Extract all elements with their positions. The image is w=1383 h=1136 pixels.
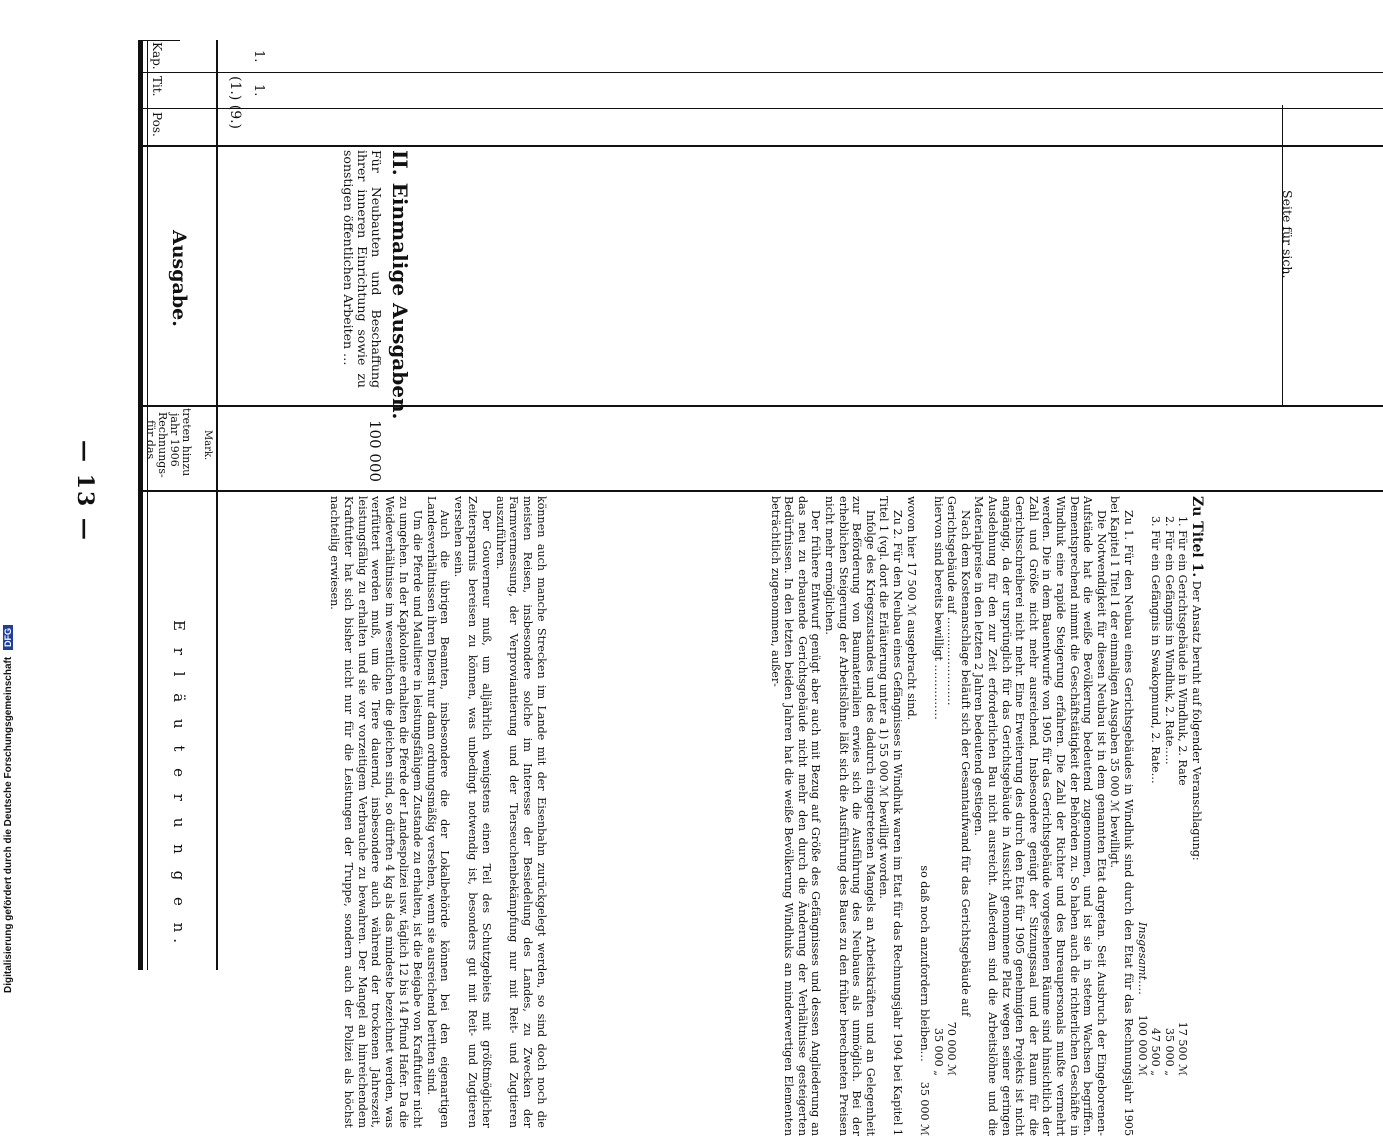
- explanation-para-6: Infolge des Kriegszustandes und des dadurch eingetretenen Mangels an Arbeitskräften und an Gelegenheit zur Beförderung von Baumaterialien erwies sich die Ausführung des Neubaues als unmöglich. Bei der erheblichen Steigerung der Arbeitslöhne läßt sich die Ausführung des Baues zu den früher berechneten Preisen nicht mehr ermöglichen.: [822, 496, 877, 1136]
- dfg-logo: DFG: [3, 625, 13, 650]
- explanation-total: Insgesamt…. 100 000 ℳ: [1135, 921, 1149, 1076]
- explanation-item-2: 2. Für ein Gefängnis in Windhuk, 2. Rate….. 35 000 „: [1162, 516, 1176, 1076]
- row-rule-pos: [143, 145, 1383, 147]
- section-heading: II. Einmalige Ausgaben.: [388, 150, 412, 420]
- row-rule-tit: [143, 108, 1383, 109]
- col-rule-kap: [143, 40, 180, 41]
- kap-tit-continuation: (1.) (9.): [227, 76, 243, 130]
- table-top-rule-thin: [147, 40, 148, 970]
- header-kap: Kap.: [150, 42, 164, 70]
- header-amount-4: treten hinzu: [180, 408, 193, 477]
- explanation-item-3: 3. Für ein Gefängnis in Swakopmund, 2. Rate… 47 500 „: [1149, 516, 1163, 1076]
- row-item-text: Für Neubauten und Beschaffung ihrer inneren Einrichtung sowie zu sonstigen öffentlichen Arbeiten …: [341, 150, 384, 388]
- explanation-calc-2: hiervon sind bereits bewilligt …………… 35 000 „: [931, 496, 945, 1076]
- header-ausgabe: Ausgabe.: [168, 230, 190, 327]
- explanation-para-3: Nach dem Kostenanschlage beläuft sich der Gesamtaufwand für das Gerichtsgebäude auf: [958, 510, 972, 1017]
- continuation-para-4: Um die Pferde und Maultiere in leistungsfähigem Zustande zu erhalten, ist die Beigabe von Kraftfutter nicht zu umgehen. In der Kapkolonie erhalten die Pferde der Landespolizei usw. täglich 12 bis 14 Pfund Hafer. Da die Weideverhältnisse im wesentlichen die gleichen sind, so dürften 4 kg als das mindeste bezeichnet werden, was verfüttert werden muß, um die Tiere dauernd, insbesondere auch während der trockenen Jahreszeit, leistungsfähig zu erhalten und sie vor vorzeitigem Verbrauche zu bewahren. Der Mangel an hinreichendem Kraftfutter hat sich bisher nicht nur für die Leistungen der Truppe, sondern auch der Polizei als höchst nachteilig erwiesen.: [328, 496, 424, 1128]
- header-amount-1: für das: [144, 420, 157, 460]
- continuation-text: [327, 496, 548, 1128]
- row-item-amount: 100 000: [366, 420, 384, 483]
- table-top-rule: [138, 40, 143, 970]
- header-erlaeuterungen: E r l ä u t e r u n g e n.: [170, 620, 188, 950]
- explanation-title: Zu Titel 1.: [1189, 496, 1205, 578]
- continuation-para-2: Der Gouverneur muß, um alljährlich wenigstens einen Teil des Schutzgebiets mit größtmöglicher Zeitersparnis bereisen zu können, was unbedingt notwendig ist, besonders gut mit Reit- und Zugtieren versehen sein.: [452, 496, 493, 1128]
- explanation-remain: so daß noch anzufordern bleiben… 35 000 ℳ: [918, 865, 932, 1136]
- explanation-item-1: 1. Für ein Gerichtsgebäude in Windhuk, 2. Rate 17 500 ℳ: [1176, 516, 1190, 1076]
- explanation-para-5: Zu 2. Für den Neubau eines Gefängnisses in Windhuk waren im Etat für das Rechnungsjahr 1904 bei Kapitel 1 Titel 1 (vgl. dort die Erläuterung unter a 1) 55 000 ℳ bewilligt worden.: [877, 496, 904, 1136]
- header-amount-2: Rechnungs-: [156, 412, 169, 478]
- row-rule-kap: [143, 72, 1383, 73]
- page-number: — 13 —: [72, 440, 98, 542]
- explanation-para-7: Der frühere Entwurf genügt aber auch mit Bezug auf Größe des Gefängnisses und dessen Angliederung an das neu zu erbauende Gerichtsgebäude nicht mehr den durch die Änderung der Verhältnisse gesteigerten Bedürfnissen. In den letzten beiden Jahren hat die weiße Bevölkerung Windhuks an minderwertigen Elementen beträchtlich zugenommen, außer-: [768, 496, 823, 1136]
- header-amount-3: jahr 1906: [168, 413, 181, 467]
- explanation-para-2: Die Notwendigkeit für diesen Neubau ist in dem genannten Etat dargetan. Seit Ausbruch der Eingeborenen-Aufstände hat die weiße Bevölkerung bedeutend zugenommen, und ist sie in stetem Wachsen begriffen. Dementsprechend nimmt die Geschäftstätigkeit der Behörden zu. So haben auch die richterlichen Geschäfte in Windhuk eine rapide Steigerung erfahren. Die Zahl der Richter und des Bureaupersonals mußte vermehrt werden. Die in dem Bauentwurfe von 1905 für das Gerichtsgebäude vorgesehenen Räume sind hinsichtlich der Zahl und Größe nicht mehr ausreichend. Insbesondere genügt der Sitzungssaal und der Raum für die Gerichtsschreiberei nicht mehr. Eine Erweiterung des durch den Etat für 1905 genehmigten Projekts ist nicht angängig, da der ursprünglich für das Gerichtsgebäude in Aussicht genommene Platz wegen seiner geringen Ausdehnung für den zur Zeit erforderlichen Bau nicht ausreicht. Außerdem sind die Arbeitslöhne und die Materialpreise in den letzten 2 Jahren bedeutend gestiegen.: [972, 496, 1108, 1136]
- footer-seite-fuer-sich: Seite für sich.: [1280, 190, 1295, 279]
- row-tit: 1.: [251, 84, 266, 97]
- row-rule-amount: [143, 405, 1383, 407]
- row-kap: 1.: [251, 50, 266, 63]
- header-tit: Tit.: [150, 76, 164, 97]
- explanation-intro: Der Ansatz beruht auf folgender Veranschlagung:: [1190, 580, 1203, 861]
- explanation-block: [768, 496, 1203, 1136]
- dfg-credit-text: Digitalisierung gefördert durch die Deutsche Forschungsgemeinschaft: [3, 656, 14, 993]
- header-bottom-rule: [216, 40, 218, 970]
- continuation-para-3: Auch die übrigen Beamten, insbesondere die der Lokalbehörde können bei den eigenartigen Landesverhältnissen ihren Dienst nur dann ordnungsmäßig versehen, wenn sie ausreichend beritten sind.: [424, 496, 452, 1128]
- row-rule-erl: [143, 490, 1383, 492]
- explanation-calc-1: Gerichtsgebäude auf …………………… 70 000 ℳ: [945, 496, 959, 1076]
- header-mark: Mark.: [202, 430, 213, 461]
- explanation-para-4: wovon hier 17 500 ℳ ausgebracht sind.: [904, 496, 918, 721]
- continuation-para-1: können auch manche Strecken im Lande mit der Eisenbahn zurückgelegt werden, so sind doch noch die meisten Reisen, insbesondere solche im Interesse der Besiedelung des Landes, zu Zwecken der Farmvermessung, der Verproviantierung und der Tierseuchenbekämpfung nur mit Reit- und Zugtieren auszuführen.: [493, 496, 548, 1128]
- header-pos: Pos.: [150, 112, 164, 137]
- explanation-para-1: Zu 1. Für den Neubau eines Gerichtsgebäudes in Windhuk sind durch den Etat für das Rechnungsjahr 1905 bei Kapitel 1 Titel 1 der einmaligen Ausgaben 35 000 ℳ bewilligt.: [1108, 496, 1136, 1136]
- dfg-credit: [0, 0, 20, 1000]
